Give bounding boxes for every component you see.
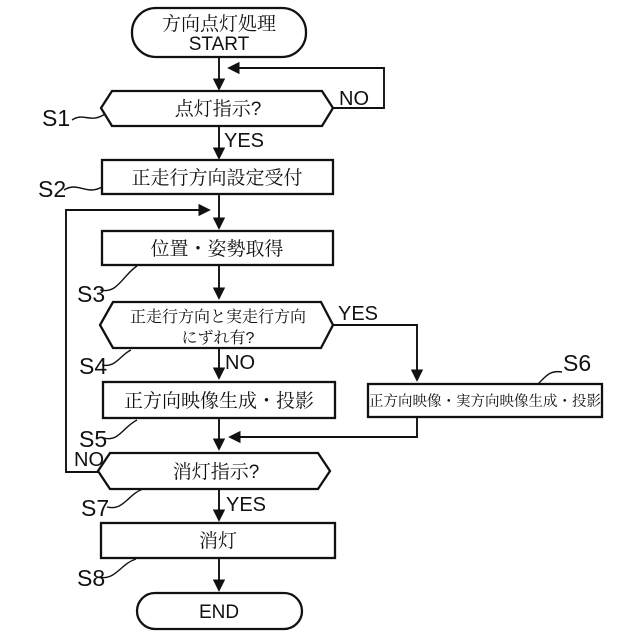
node-s8-process: [101, 523, 335, 558]
step-label-s8: S8: [77, 565, 106, 591]
s8-label: 消灯: [198, 531, 238, 552]
s7-yes-label: YES: [226, 494, 267, 516]
node-start: [132, 8, 306, 57]
s5-label: 正方向映像生成・投影: [123, 391, 315, 412]
end-label: END: [198, 602, 240, 623]
edge-s4-yes-to-s6: [333, 325, 417, 380]
start-title-line1: 方向点灯処理: [161, 14, 277, 35]
step-label-s6: S6: [563, 350, 592, 376]
leader-s2: [64, 187, 102, 190]
node-s1-decision: [101, 91, 333, 126]
step-label-s1: S1: [42, 105, 71, 131]
step-label-s7: S7: [81, 495, 110, 521]
s6-label: 正方向映像・実方向映像生成・投影: [369, 394, 601, 410]
start-title-line2: START: [188, 34, 250, 55]
s2-label: 正走行方向設定受付: [131, 168, 303, 189]
leader-s3: [100, 266, 137, 291]
node-s5-process: [103, 382, 335, 418]
step-label-s3: S3: [77, 281, 106, 307]
s1-label: 点灯指示?: [174, 99, 262, 120]
leader-s6: [538, 372, 562, 384]
s4-yes-label: YES: [338, 303, 379, 325]
s7-label: 消灯指示?: [172, 462, 260, 483]
node-s2-process: [102, 160, 333, 194]
s4-label-line1: 正走行方向と実走行方向: [129, 309, 307, 326]
step-label-s5: S5: [79, 426, 108, 452]
s1-yes-label: YES: [224, 130, 265, 152]
step-label-s2: S2: [38, 176, 67, 202]
node-s4-decision: [100, 302, 333, 348]
s3-label: 位置・姿勢取得: [150, 239, 284, 260]
s4-no-label: NO: [225, 352, 255, 374]
leader-s1: [72, 114, 105, 120]
node-s6-process: [368, 384, 602, 417]
step-label-s4: S4: [79, 353, 108, 379]
s7-no-label: NO: [74, 449, 104, 471]
node-s7-decision: [98, 453, 330, 489]
leader-s5: [104, 420, 137, 439]
node-end: [137, 593, 302, 629]
node-s3-process: [102, 231, 333, 265]
leader-s7: [107, 489, 143, 508]
s4-label-line2: にずれ有?: [181, 330, 255, 347]
edge-s6-to-merge: [230, 417, 417, 437]
s1-no-label: NO: [339, 88, 369, 110]
